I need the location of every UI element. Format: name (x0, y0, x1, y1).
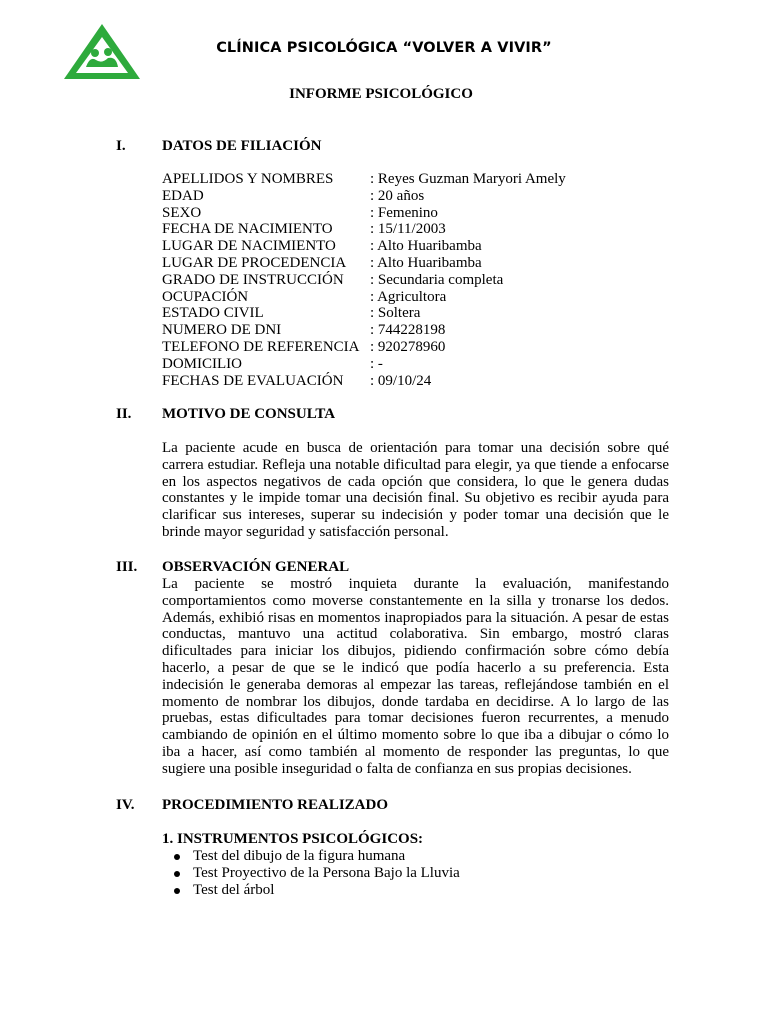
section-title: MOTIVO DE CONSULTA (162, 406, 336, 422)
section-title: PROCEDIMIENTO REALIZADO (162, 797, 389, 813)
field-label: FECHA DE NACIMIENTO (162, 221, 333, 238)
bullet-icon (174, 888, 180, 894)
field-label: FECHAS DE EVALUACIÓN (162, 372, 344, 389)
field-value: : 920278960 (370, 338, 446, 355)
field-label: LUGAR DE PROCEDENCIA (162, 254, 347, 271)
field-row (162, 171, 622, 188)
filiation-fields (162, 171, 622, 389)
field-row (162, 322, 622, 339)
field-label: OCUPACIÓN (162, 288, 249, 305)
list-item (170, 865, 460, 882)
field-label: SEXO (162, 204, 202, 221)
test-name: Test del árbol (193, 881, 275, 898)
field-value: : Alto Huaribamba (370, 254, 482, 271)
field-label: NUMERO DE DNI (162, 322, 282, 339)
field-value: : 15/11/2003 (370, 221, 446, 238)
field-row (162, 221, 622, 238)
section-number: I. (116, 138, 126, 154)
test-name: Test del dibujo de la figura humana (193, 848, 406, 864)
field-value: : Alto Huaribamba (370, 238, 482, 255)
clinic-title: CLÍNICA PSICOLÓGICA “VOLVER A VIVIR” (216, 40, 552, 56)
field-row (162, 205, 622, 222)
motivo-paragraph: La paciente acude en busca de orientación para tomar una decisión sobre qué carrera estudiar. Refleja una notable dificultad para elegir, ya que tiende a enfocarse en los aspectos negativos de cada opción que considera, lo que le genera dudas constantes y le impide tomar una decisión final. Su objetivo es recibir ayuda para clarificar sus intereses, superar su indecisión y poder tomar una decisión que le brinde mayor seguridad y satisfacción personal. (162, 440, 669, 540)
field-label: TELEFONO DE REFERENCIA (162, 338, 360, 355)
list-item (170, 882, 460, 899)
report-title: INFORME PSICOLÓGICO (289, 86, 473, 102)
instruments-subheading: 1. INSTRUMENTOS PSICOLÓGICOS: (162, 831, 424, 847)
field-label: EDAD (162, 187, 204, 204)
field-row (162, 272, 622, 289)
field-label: APELLIDOS Y NOMBRES (162, 171, 334, 187)
field-row (162, 255, 622, 272)
test-name: Test Proyectivo de la Persona Bajo la Lluvia (193, 864, 460, 881)
section-title: OBSERVACIÓN GENERAL (162, 559, 350, 575)
section-title: DATOS DE FILIACIÓN (162, 138, 322, 154)
field-value: : Femenino (370, 204, 438, 221)
field-value: : Agricultora (370, 288, 447, 305)
bullet-icon (174, 871, 180, 877)
field-label: GRADO DE INSTRUCCIÓN (162, 271, 344, 288)
field-value: : Reyes Guzman Maryori Amely (370, 171, 566, 187)
field-row (162, 188, 622, 205)
field-row (162, 305, 622, 322)
field-row (162, 238, 622, 255)
field-row (162, 356, 622, 373)
section-number: IV. (116, 797, 135, 813)
field-label: ESTADO CIVIL (162, 305, 264, 322)
observacion-paragraph: La paciente se mostró inquieta durante la evaluación, manifestando comportamientos como moverse constantemente en la silla y tronarse los dedos. Además, exhibió risas en momentos inapropiados para la situación. A pesar de estas conductas, mantuvo una actitud colaborativa. Sin embargo, mostró claras dificultades para iniciar los dibujos, pidiendo confirmación sobre cómo debía hacerlo, a pesar de que se le indicó que podía hacerlo a su preferencia. Esta indecisión le generaba demoras al empezar las tareas, reflejándose también en el momento de nombrar los dibujos, donde tardaba en decidirse. A lo largo de las pruebas, estas dificultades para tomar decisiones fueron recurrentes, a menudo cambiando de opinión en el último momento sobre lo que iba a dibujar o cómo lo iba a hacer, así como también al momento de responder las preguntas, lo que sugiere una posible inseguridad o falta de confianza en sus propias decisiones. (162, 576, 669, 777)
field-value: : Secundaria completa (370, 271, 504, 288)
field-value: : 20 años (370, 187, 425, 204)
field-row (162, 289, 622, 306)
field-row (162, 339, 622, 356)
list-item (170, 848, 460, 865)
field-value: : Soltera (370, 305, 421, 322)
field-row (162, 373, 622, 390)
tests-list (170, 848, 460, 898)
field-value: : 744228198 (370, 322, 446, 339)
section-number: III. (116, 559, 138, 575)
field-value: : - (370, 355, 383, 372)
bullet-icon (174, 854, 180, 860)
section-number: II. (116, 406, 132, 422)
field-value: : 09/10/24 (370, 372, 432, 389)
field-label: LUGAR DE NACIMIENTO (162, 238, 336, 255)
field-label: DOMICILIO (162, 355, 242, 372)
